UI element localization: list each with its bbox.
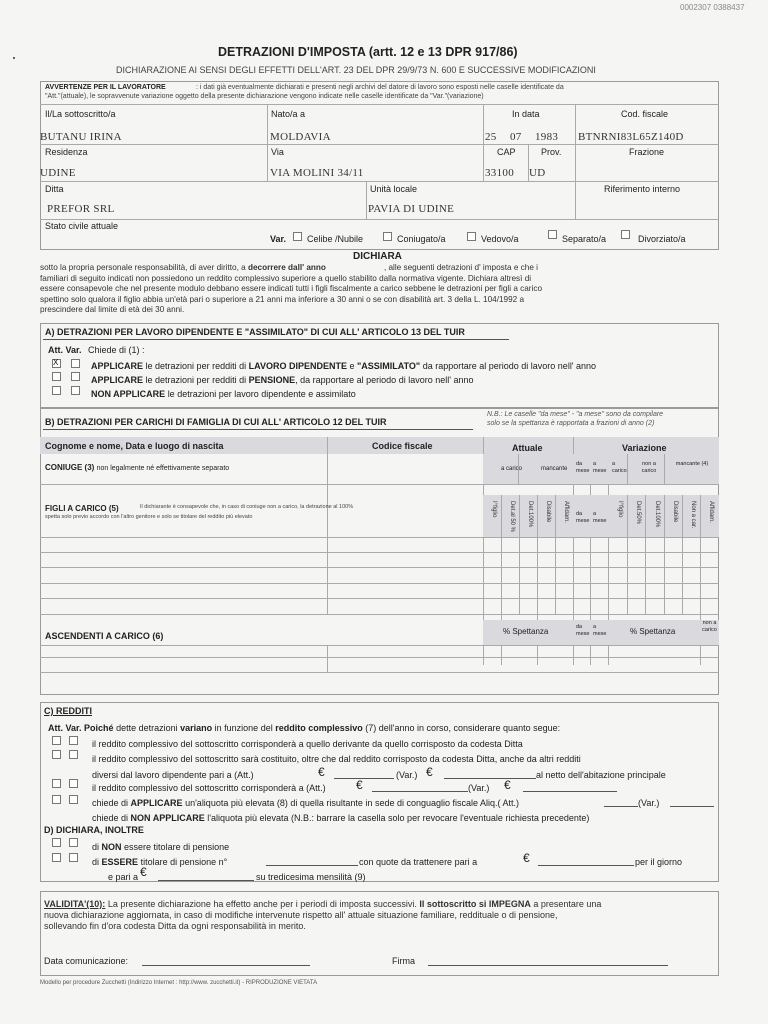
vh-var-affidam: Affidam. — [708, 501, 714, 523]
anagrafica-box — [40, 81, 719, 250]
r2-var-checkbox[interactable] — [69, 750, 78, 759]
d2-euro-icon: € — [523, 851, 530, 865]
d1-text: di NON essere titolare di pensione — [92, 842, 230, 852]
r2-text: il reddito complessivo del sottoscritto sarà costituito, oltre che dal reddito corrisposto da codesta Ditta, anche da altri redditi — [92, 754, 581, 764]
r3-att-euro-icon: € — [356, 778, 363, 792]
h-mancante: mancante — [541, 466, 568, 472]
h-a-carico: a carico — [501, 466, 523, 472]
unita-label: Unità locale — [370, 184, 418, 194]
stato-civile-label: Stato civile attuale — [45, 221, 119, 231]
r4-var-field[interactable] — [670, 806, 714, 807]
h-non-carico-asc: non a carico — [702, 620, 717, 633]
h-spettanza-att: % Spettanza — [503, 627, 549, 636]
sezione-b-title: B) DETRAZIONI PER CARICHI DI FAMIGLIA DI CUI ALL' ARTICOLO 12 DEL TUIR — [45, 417, 387, 427]
prov-label: Prov. — [541, 147, 562, 157]
data-anno[interactable]: 1983 — [535, 131, 559, 143]
ascendenti-row-label: ASCENDENTI A CARICO (6) — [45, 631, 164, 641]
stato-vedovo-label: Vedovo/a — [481, 234, 519, 244]
vh-var-det100: Det.100% — [654, 501, 660, 528]
opt2-text: APPLICARE le detrazioni per redditi di PENSIONE, da rapportare al periodo di lavoro nell' anno — [91, 375, 474, 385]
sezione-b-nb2: solo se la spettanza è rapportata a frazioni di anno (2) — [487, 420, 655, 427]
r1-att-checkbox[interactable] — [52, 736, 61, 745]
d1-att-checkbox[interactable] — [52, 838, 61, 847]
h-a-mese-asc: a mese — [593, 624, 607, 637]
stato-coniugato-label: Coniugato/a — [397, 234, 446, 244]
stato-var-label: Var. — [270, 234, 287, 244]
stato-separato-label: Separato/a — [562, 234, 607, 244]
r4-var-checkbox[interactable] — [69, 795, 78, 804]
r2b-var-field[interactable] — [444, 778, 536, 779]
sezione-c-intro: Att. Var. Poiché dette detrazioni variano in funzione del reddito complessivo (7) dell'anno in corso, considerare quanto segue: — [48, 723, 561, 733]
d2-quote-field[interactable] — [538, 865, 634, 866]
stato-celibe-label: Celibe /Nubile — [307, 234, 364, 244]
avvertenze-line2: "Att."(attuale), le sopravvenute variazione oggetto della presente dichiarazione vengono indicate nelle caselle identificate da "Var."(variazione) — [45, 93, 484, 100]
r4-att-checkbox[interactable] — [52, 795, 61, 804]
d2-quote-label: con quote da trattenere pari a — [359, 857, 478, 867]
sezione-b-nb1: N.B.: Le caselle "da mese" - "a mese" sono da compilare — [487, 411, 664, 418]
vh-var-det50: Det.50% — [635, 501, 641, 525]
r2b-var-euro-icon: € — [426, 765, 433, 779]
residenza-label: Residenza — [45, 147, 88, 157]
validita-text: VALIDITA'(10): La presente dichiarazione ha effetto anche per i periodi di imposta successivi. Il sottoscritto si IMPEGNA a presentare una nuova dichiarazione aggiornata, in caso di modifiche intervenute rispetto all' attuale situazione familiare, reddituale o di pensione, sollevando fin d'ora codesta Ditta da ogni responsabilità in merito. — [44, 899, 602, 931]
nato-value[interactable]: MOLDAVIA — [270, 131, 331, 143]
vh-var-disabile: Disabile — [672, 501, 678, 523]
vh-var-figlio: I°figlio — [617, 501, 623, 518]
r4-var-label: (Var.) — [638, 798, 660, 808]
r2b-note: al netto dell'abitazione principale — [536, 770, 666, 780]
page-title: DETRAZIONI D'IMPOSTA (artt. 12 e 13 DPR 917/86) — [218, 45, 518, 59]
cap-value[interactable]: 33100 — [485, 167, 514, 179]
r1-var-checkbox[interactable] — [69, 736, 78, 745]
col-cognome-header: Cognome e nome, Data e luogo di nascita — [45, 441, 224, 451]
data-mese[interactable]: 07 — [510, 131, 522, 143]
col-variazione-header: Variazione — [622, 443, 667, 453]
d2-att-checkbox[interactable] — [52, 853, 61, 862]
cf-label: Cod. fiscale — [621, 109, 669, 119]
r1-text: il reddito complessivo del sottoscritto corrisponderà a quello derivante da quello corrisposto da codesta Ditta — [92, 739, 523, 749]
dichiara-title: DICHIARA — [353, 251, 402, 262]
r3-att-label: il reddito complessivo del sottoscritto corrisponderà a (Att.) — [92, 783, 326, 793]
opt2-att-checkbox[interactable] — [52, 372, 61, 381]
data-comunicazione-label: Data comunicazione: — [44, 956, 129, 966]
h-a-carico-var: a carico — [612, 461, 627, 474]
vh-att-det100: Det.100% — [527, 501, 533, 528]
r2b-att-euro-icon: € — [318, 765, 325, 779]
vh-att-affidam: Affidam. — [563, 501, 569, 523]
r2-att-checkbox[interactable] — [52, 750, 61, 759]
h-da-mese: da mese — [576, 461, 590, 474]
stato-vedovo-checkbox[interactable] — [467, 232, 476, 241]
h-spettanza-var: % Spettanza — [630, 627, 676, 636]
r2b-att-label: diversi dal lavoro dipendente pari a (Att.) — [92, 770, 254, 780]
h-non-carico: non a carico — [641, 461, 657, 474]
d2-text: di ESSERE titolare di pensione n° — [92, 857, 228, 867]
r3-var-checkbox[interactable] — [69, 779, 78, 788]
coniuge-row-label: CONIUGE (3) non legalmente né effettivamente separato — [45, 463, 230, 472]
h-mancante-4: mancante (4) — [675, 461, 709, 467]
h-a-mese: a mese — [593, 461, 607, 474]
firma-label: Firma — [392, 956, 415, 966]
sezione-a-chiede: Chiede di (1) : — [88, 345, 145, 355]
figli-note-1: Il dichiarante è consapevole che, in caso di coniuge non a carico, la detrazione al 100% — [140, 504, 354, 510]
page-subtitle: DICHIARAZIONE AI SENSI DEGLI EFFETTI DELL'ART. 23 DEL DPR 29/9/73 N. 600 E SUCCESSIVE MODIFICAZIONI — [116, 65, 596, 75]
d2-giorno-label: per il giorno — [635, 857, 683, 867]
opt3-var-checkbox[interactable] — [71, 386, 80, 395]
d2-pensione-field[interactable] — [266, 865, 358, 866]
stato-divorziato-label: Divorziato/a — [638, 234, 686, 244]
r5-text: chiede di NON APPLICARE l'aliquota più elevata (N.B.: barrare la casella solo per revocare l'eventuale richiesta precedente) — [92, 813, 590, 823]
d3-tredicesima: su tredicesima mensilità (9) — [256, 872, 366, 882]
vh-att-det50: Det.al 50 % — [509, 501, 515, 533]
opt3-text: NON APPLICARE le detrazioni per lavoro dipendente e assimilato — [91, 389, 356, 399]
via-label: Via — [271, 147, 284, 157]
d3-field[interactable] — [158, 880, 254, 881]
residenza-value[interactable]: UDINE — [40, 167, 76, 179]
opt2-var-checkbox[interactable] — [71, 372, 80, 381]
rif-label: Riferimento interno — [604, 184, 681, 194]
figli-note-2: spetta solo previo accordo con l'altro genitore e solo se titolare del reddito più elevato — [45, 514, 253, 520]
sezione-d-title: D) DICHIARA, INOLTRE — [44, 825, 144, 835]
speck — [13, 57, 15, 59]
r3-var-label: (Var.) — [468, 783, 490, 793]
d1-var-checkbox[interactable] — [69, 838, 78, 847]
cf-value[interactable]: BTNRNI83L65Z140D — [578, 131, 684, 143]
opt1-att-check-mark: X — [53, 358, 59, 368]
stato-separato-checkbox[interactable] — [548, 230, 557, 239]
d2-var-checkbox[interactable] — [69, 853, 78, 862]
h-a-mese-figli: a mese — [593, 511, 607, 524]
sezione-a-title: A) DETRAZIONI PER LAVORO DIPENDENTE E "ASSIMILATO" DI CUI ALL' ARTICOLO 13 DEL TUIR — [45, 327, 465, 337]
avvertenze-line1: : i dati già eventualmente dichiarati e presenti negli archivi del datore di lavoro sono esposti nelle caselle identificate da — [196, 84, 564, 91]
unita-value[interactable]: PAVIA DI UDINE — [368, 203, 455, 215]
vh-var-noncar: Non a car. — [690, 501, 696, 529]
data-label: In data — [512, 109, 540, 119]
data-comunicazione-field[interactable] — [142, 965, 310, 966]
footer-note: Modello per procedure Zucchetti (Indirizzo Internet : http://www. zucchetti.it) - RIPRODUZIONE VIETATA — [40, 980, 318, 986]
dichiara-text: sotto la propria personale responsabilità, di aver diritto, a decorrere dall' anno , alle seguenti detrazioni d' imposta e che i familiari di seguito indicati non possiedono un reddito complessivo superiore a quello stabilito dalla normativa vigente. Dichiara altresì di essere consapevole che nel presente modulo debbano essere indicati tutti i figli fiscalmente a carico sebbene le detrazioni per figli a carico spettino solo qualora il figlio abbia un'età pari o superiore a 21 anni ma inferiore a 30 anni o se con disabilità art. 3 della L. 104/1992 a prescindere dal limite di età dei 30 anni. — [40, 263, 543, 314]
prov-value[interactable]: UD — [529, 167, 546, 179]
via-value[interactable]: VIA MOLINI 34/11 — [270, 167, 364, 179]
d3-label: e pari a — [108, 872, 139, 882]
document-id: 0002307 0388437 — [680, 3, 745, 12]
r3-att-field[interactable] — [372, 791, 468, 792]
ditta-value[interactable]: PREFOR SRL — [47, 203, 115, 215]
sezione-c-title: C) REDDITI — [44, 706, 92, 716]
firma-field[interactable] — [428, 965, 668, 966]
r4-att-field[interactable] — [604, 806, 638, 807]
data-giorno[interactable]: 25 — [485, 131, 497, 143]
vh-att-figlio: I°figlio — [491, 501, 497, 518]
sottoscritto-value[interactable]: BUTANU IRINA — [40, 131, 122, 143]
nato-label: Nato/a a — [271, 109, 306, 119]
r4-text: chiede di APPLICARE un'aliquota più elevata (8) di quella risultante in sede di conguaglio fiscale Aliq.( Att.) — [92, 798, 520, 808]
col-cf-header: Codice fiscale — [372, 441, 433, 451]
r3-var-euro-icon: € — [504, 778, 511, 792]
vh-att-disabile: Disabile — [545, 501, 551, 523]
r2b-att-field[interactable] — [334, 778, 394, 779]
h-da-mese-figli: da mese — [576, 511, 590, 524]
avvertenze-label: AVVERTENZE PER IL LAVORATORE — [45, 84, 166, 91]
h-da-mese-asc: da mese — [576, 624, 590, 637]
stato-celibe-checkbox[interactable] — [293, 232, 302, 241]
frazione-label: Frazione — [629, 147, 665, 157]
ditta-label: Ditta — [45, 184, 64, 194]
col-attuale-header: Attuale — [512, 443, 543, 453]
opt3-att-checkbox[interactable] — [52, 386, 61, 395]
r3-att-checkbox[interactable] — [52, 779, 61, 788]
sezione-a-attvar: Att. Var. — [48, 345, 82, 355]
stato-divorziato-checkbox[interactable] — [621, 230, 630, 239]
sottoscritto-label: Il/La sottoscritto/a — [45, 109, 116, 119]
r2b-var-label: (Var.) — [396, 770, 418, 780]
r3-var-field[interactable] — [523, 791, 617, 792]
d3-euro-icon: € — [140, 865, 147, 879]
opt1-text: APPLICARE le detrazioni per redditi di LAVORO DIPENDENTE e "ASSIMILATO" da rapportare al periodo di lavoro nell' anno — [91, 361, 597, 371]
cap-label: CAP — [497, 147, 516, 157]
stato-coniugato-checkbox[interactable] — [383, 232, 392, 241]
figli-row-label: FIGLI A CARICO (5) — [45, 504, 119, 513]
opt1-var-checkbox[interactable] — [71, 359, 80, 368]
